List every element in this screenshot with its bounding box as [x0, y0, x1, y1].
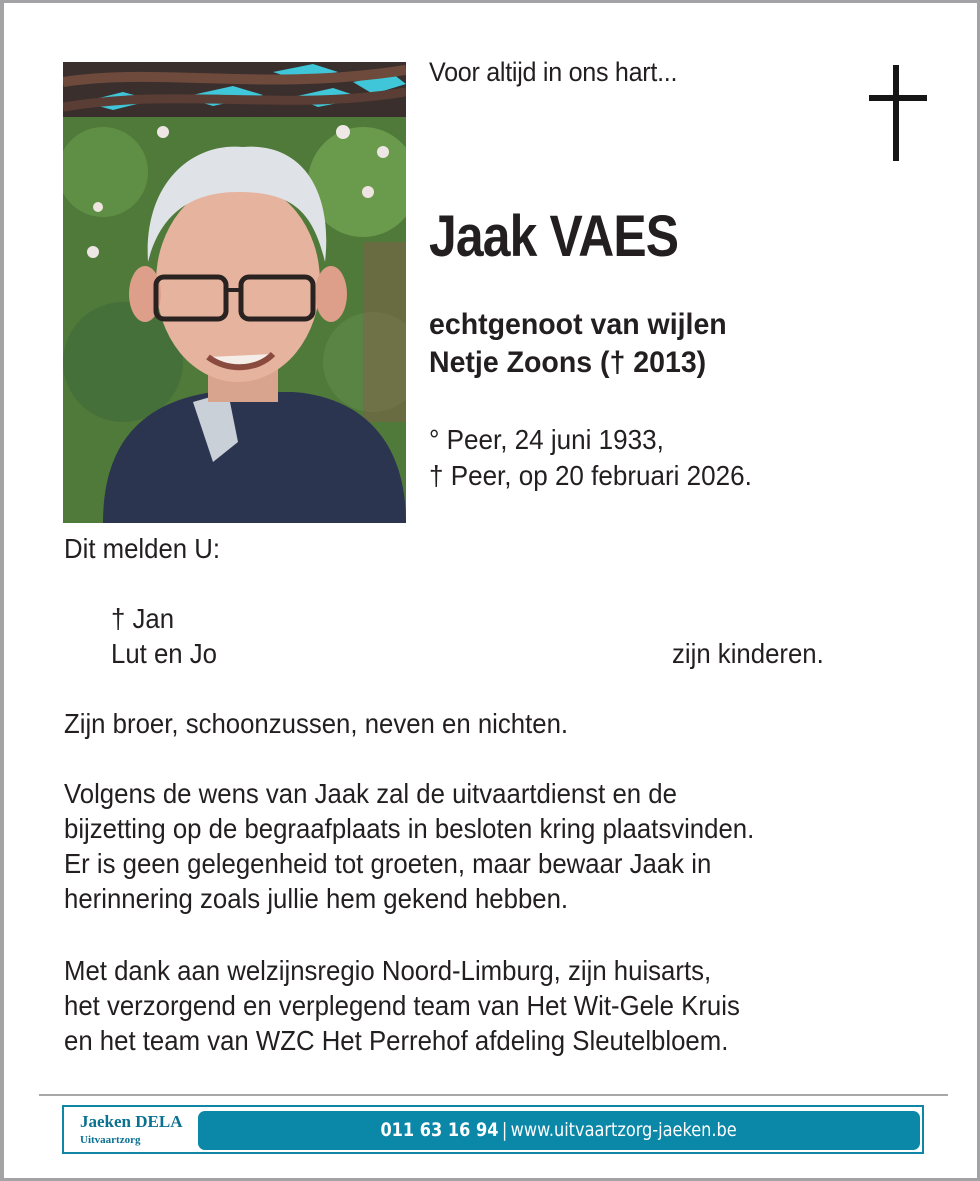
cross-icon — [869, 65, 927, 161]
spouse-info — [429, 306, 727, 382]
website-link[interactable]: www.uitvaartzorg-jaeken.be — [511, 1119, 738, 1141]
funeral-home-logo — [80, 1112, 182, 1148]
paragraph-line: het verzorgend en verplegend team van Het Wit-Gele Kruis — [64, 990, 740, 1021]
birth-date: ° Peer, 24 juni 1933, — [429, 424, 664, 455]
relatives-text: Zijn broer, schoonzussen, neven en nichten. — [64, 708, 569, 739]
deceased-name: Jaak VAES — [429, 204, 679, 269]
logo-name: Jaeken DELA — [80, 1112, 183, 1131]
phone-number[interactable]: 011 63 16 94 — [380, 1119, 499, 1141]
children-list — [111, 601, 217, 671]
wishes-paragraph — [64, 776, 754, 916]
paragraph-line: en het team van WZC Het Perrehof afdeling Sleutelbloem. — [64, 1025, 729, 1056]
funeral-home-banner — [62, 1105, 924, 1154]
paragraph-line: Met dank aan welzijnsregio Noord-Limburg, zijn huisarts, — [64, 955, 712, 986]
death-date: † Peer, op 20 februari 2026. — [429, 460, 752, 491]
spouse-line: echtgenoot van wijlen — [429, 308, 727, 341]
paragraph-line: Er is geen gelegenheid tot groeten, maar bewaar Jaak in — [64, 848, 712, 879]
logo-subtitle: Uitvaartzorg — [80, 1134, 141, 1146]
separator: | — [502, 1119, 508, 1141]
motto-text: Voor altijd in ons hart... — [429, 57, 678, 87]
life-dates — [429, 422, 752, 494]
child-name: Lut en Jo — [111, 638, 217, 669]
children-role: zijn kinderen. — [672, 638, 824, 669]
announcement-intro: Dit melden U: — [64, 533, 221, 564]
spouse-line: Netje Zoons († 2013) — [429, 346, 707, 379]
footer-divider — [39, 1094, 948, 1096]
thanks-paragraph — [64, 953, 740, 1058]
paragraph-line: herinnering zoals jullie hem gekend hebben. — [64, 883, 569, 914]
contact-bar — [198, 1111, 920, 1150]
paragraph-line: bijzetting op de begraafplaats in besloten kring plaatsvinden. — [64, 813, 755, 844]
child-name: † Jan — [111, 603, 175, 634]
portrait-photo — [63, 62, 406, 523]
paragraph-line: Volgens de wens van Jaak zal de uitvaartdienst en de — [64, 778, 677, 809]
